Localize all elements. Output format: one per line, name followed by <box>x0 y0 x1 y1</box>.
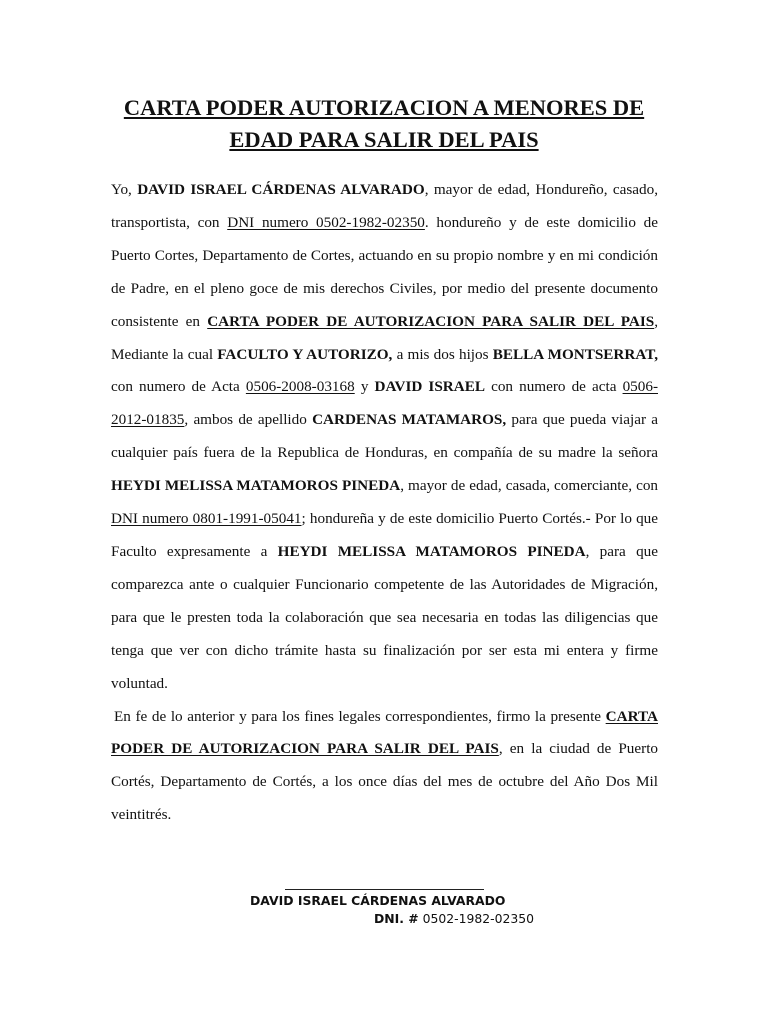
text-run: HEYDI MELISSA MATAMOROS PINEDA <box>111 477 401 495</box>
text-run: CARTA PODER DE AUTORIZACION PARA SALIR DEL PAIS <box>207 312 655 330</box>
text-run: CARDENAS MATAMAROS, <box>312 411 507 429</box>
text-run: DNI numero 0801-1991-05041 <box>111 510 302 528</box>
text-run: , para que comparezca ante o cualquier Funcionario competente de las Autoridades de Migración, para que le presten toda la colaboración que sea necesaria en todas las diligencias que tenga que ver con dicho trámite hasta su finalización por ser esta mi entera y firme voluntad. <box>111 542 658 692</box>
document-body <box>111 174 658 832</box>
text-run: CARTA PODER DE AUTORIZACION PARA SALIR DEL PAIS <box>111 707 658 758</box>
text-run: para que pueda viajar a cualquier país fuera de la Republica de Honduras, en compañía de su madre la señora <box>111 411 658 462</box>
document-title: CARTA PODER AUTORIZACION A MENORES DE EDAD PARA SALIR DEL PAIS <box>123 95 645 152</box>
text-run: BELLA MONTSERRAT, <box>492 345 659 363</box>
text-run: y <box>354 378 375 396</box>
text-run: 0506-2012-01835 <box>111 378 658 429</box>
text-run: En fe de lo anterior y para los fines legales correspondientes, firmo la presente <box>114 707 606 725</box>
signatory-name: DAVID ISRAEL CÁRDENAS ALVARADO <box>250 893 506 908</box>
text-run: 0506-2008-03168 <box>245 378 355 396</box>
text-run: con numero de acta <box>484 378 623 396</box>
text-run: a mis dos hijos <box>392 345 493 363</box>
text-run: Yo, <box>111 181 138 198</box>
text-run: , mayor de edad, casada, comerciante, con <box>400 477 659 495</box>
text-run: , Mediante la cual <box>111 312 658 363</box>
signatory-dni <box>374 910 534 928</box>
text-run: HEYDI MELISSA MATAMOROS PINEDA <box>277 542 586 560</box>
text-run: ; hondureña y de este domicilio Puerto Cortés.- Por lo que Faculto expresamente a <box>111 510 658 560</box>
text-run: , ambos de apellido <box>184 411 313 429</box>
text-run: . hondureño y de este domicilio de Puerto Cortes, Departamento de Cortes, actuando en su propio nombre y en mi condición de Padre, en el pleno goce de mis derechos Civiles, por medio del presente documento consistente en <box>111 213 658 330</box>
dni-label: DNI. # <box>374 911 419 926</box>
text-run: , mayor de edad, Hondureño, casado, transportista, con <box>111 181 659 231</box>
text-run: con numero de Acta <box>111 378 246 396</box>
text-run: DNI numero 0502-1982-02350 <box>227 213 425 231</box>
text-run: , en la ciudad de Puerto Cortés, Departamento de Cortés, a los once días del mes de octubre del Año Dos Mil veintitrés. <box>111 740 659 824</box>
paragraph-closing <box>111 701 658 833</box>
text-run: DAVID ISRAEL <box>374 378 485 396</box>
signature-line <box>285 889 484 890</box>
dni-value: 0502-1982-02350 <box>422 911 535 926</box>
text-run: FACULTO Y AUTORIZO, <box>217 345 393 363</box>
text-run: DAVID ISRAEL CÁRDENAS ALVARADO <box>137 181 425 198</box>
paragraph-authorization <box>111 174 658 701</box>
